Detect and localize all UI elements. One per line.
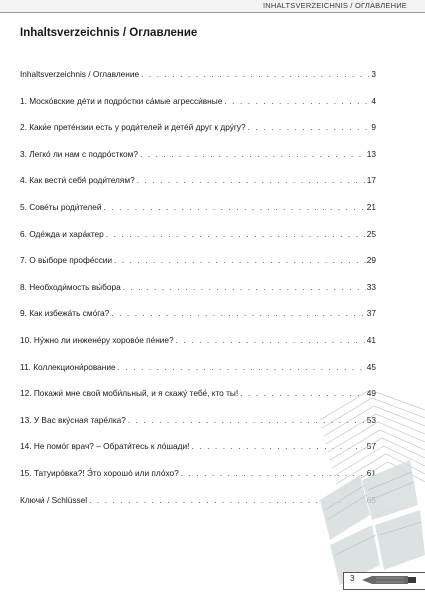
toc-entry-page: 21 <box>366 202 376 212</box>
toc-leader-dots <box>118 361 366 373</box>
toc-entry-label: 2. Каки́е прете́нзии есть у роди́телей и дете́й друг к дру́гу? <box>20 122 246 133</box>
toc-entry-page: 25 <box>366 228 376 239</box>
toc-leader-dots <box>141 68 370 80</box>
toc-entry-label: 12. Покажи́ мне свой моби́льный, и я скажу́ тебе́, кто ты! <box>20 388 239 399</box>
toc-entry-label: 8. Необходи́мость вы́бора <box>20 281 121 292</box>
toc-leader-dots <box>248 121 371 133</box>
toc-entry-page: 41 <box>366 335 376 345</box>
running-header <box>0 0 425 13</box>
toc-entry-label: 10. Ну́жно ли инжене́ру хорово́е пе́ние? <box>20 335 174 345</box>
toc-entry-page: 61 <box>366 468 376 478</box>
toc-entry-page: 53 <box>366 414 376 425</box>
page-number: 3 <box>350 574 355 583</box>
toc-entry[interactable] <box>20 361 376 373</box>
toc-entry-label: 1. Моско́вские де́ти и подро́стки са́мые агресси́вные <box>20 95 223 106</box>
toc-entry[interactable] <box>20 201 376 213</box>
toc-entry-label: 5. Сове́ты роди́телей <box>20 202 102 212</box>
open-book-graphic-icon <box>300 380 425 600</box>
toc-entry-label: 14. Не помо́г врач? – Обрати́тесь к ло́шади! <box>20 441 190 452</box>
toc-leader-dots <box>140 148 366 160</box>
toc-entry[interactable] <box>20 121 376 133</box>
toc-entry[interactable] <box>20 334 376 346</box>
toc-entry-label: 3. Легко́ ли нам с подро́стком? <box>20 148 138 159</box>
toc-entry-page: 4 <box>371 95 376 106</box>
toc-leader-dots <box>176 334 366 346</box>
toc-entry-label: 11. Коллекциони́рование <box>20 361 116 372</box>
toc-entry[interactable] <box>20 281 376 293</box>
toc-entry-label: 6. Оде́жда и хара́ктер <box>20 228 104 239</box>
toc-entry-label: 9. Как избежа́ть смо́га? <box>20 308 110 319</box>
toc-leader-dots <box>224 95 370 107</box>
toc-title: Inhaltsverzeichnis / Оглавление <box>20 27 198 39</box>
toc-entry-label: Ключи́ / Schlüssel <box>20 494 88 505</box>
toc-entry-page: 57 <box>366 441 376 452</box>
toc-entry[interactable] <box>20 95 376 107</box>
toc-entry-label: 15. Татуиро́вка?! Э́то хорошо́ или пло́хо? <box>20 468 179 478</box>
toc-entry[interactable] <box>20 148 376 160</box>
running-header-title: INHALTSVERZEICHNIS / ОГЛАВЛЕНИЕ <box>262 1 407 10</box>
toc-entry[interactable] <box>20 307 376 319</box>
toc-entry-page: 3 <box>371 69 376 79</box>
toc-entry[interactable] <box>20 174 376 186</box>
toc-entry-page: 33 <box>366 281 376 292</box>
toc-leader-dots <box>104 201 366 213</box>
toc-entry[interactable] <box>20 68 376 80</box>
fountain-pen-icon <box>362 575 418 585</box>
toc-entry[interactable] <box>20 254 376 266</box>
toc-entry-page: 37 <box>366 308 376 319</box>
toc-leader-dots <box>114 254 366 266</box>
toc-entry-label: 4. Как вести́ себя́ роди́телям? <box>20 175 135 186</box>
toc-entry-label: 7. О вы́боре профе́ссии <box>20 255 112 266</box>
toc-entry-page: 29 <box>366 255 376 266</box>
toc-leader-dots <box>137 174 366 186</box>
toc-entry-page: 13 <box>366 148 376 159</box>
toc-entry-label: Inhaltsverzeichnis / Оглавление <box>20 69 140 79</box>
toc-entry-page: 45 <box>366 361 376 372</box>
toc-leader-dots <box>111 307 366 319</box>
toc-entry-page: 49 <box>366 388 376 399</box>
toc-leader-dots <box>123 281 366 293</box>
toc-entry-page: 9 <box>371 122 376 133</box>
toc-leader-dots <box>106 228 366 240</box>
toc-entry-page: 17 <box>366 175 376 186</box>
toc-entry-label: 13. У Вас вку́сная таре́лка? <box>20 414 126 425</box>
toc-entry[interactable] <box>20 228 376 240</box>
